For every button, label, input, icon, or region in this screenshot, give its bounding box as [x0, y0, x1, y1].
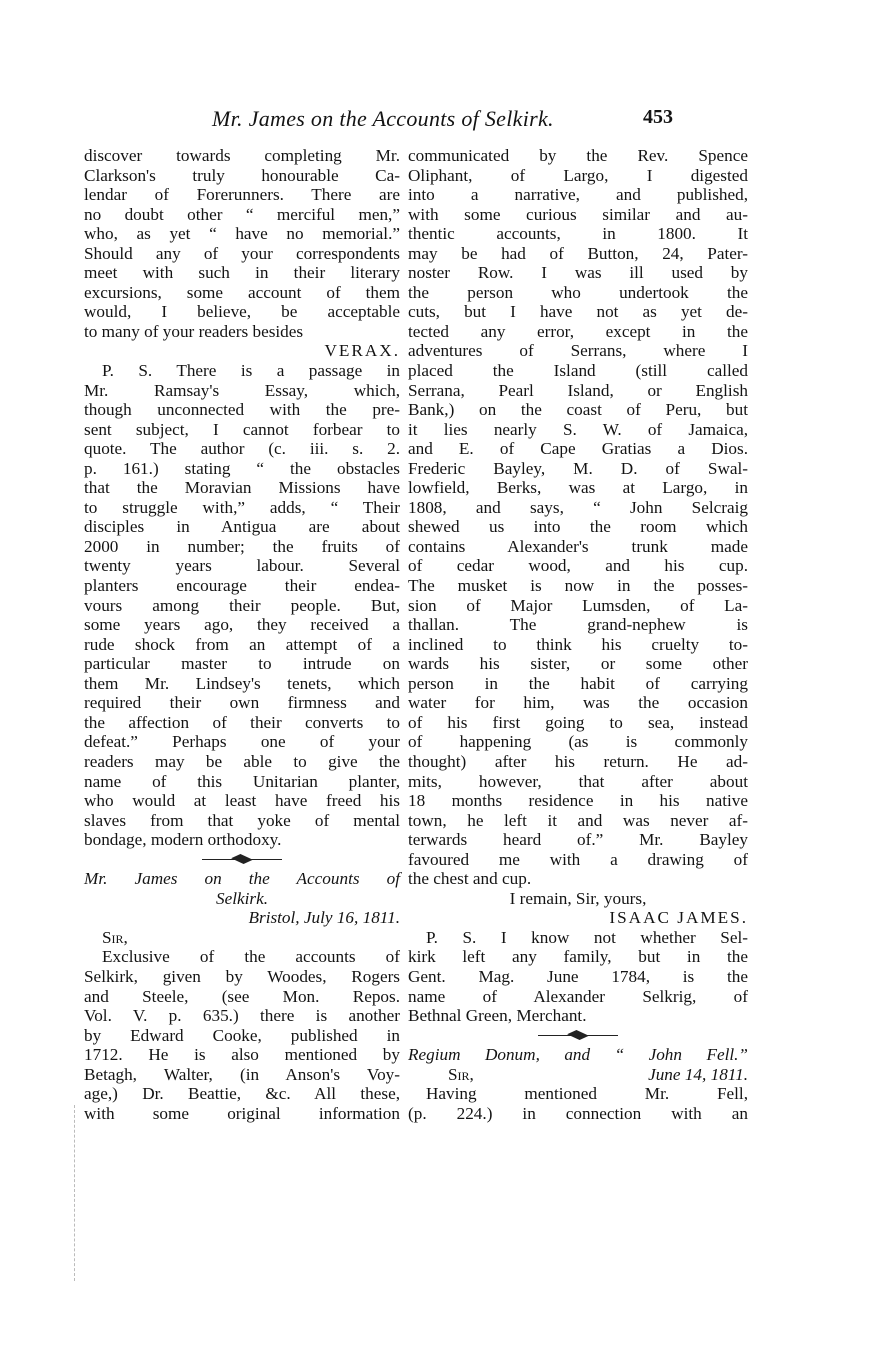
- salutation: Sir,: [102, 927, 128, 947]
- left-column: [84, 146, 400, 1123]
- text-line: The musket is now in the posses-: [408, 576, 748, 596]
- text-line: of happening (as is commonly: [408, 732, 748, 752]
- text-line: town, he left it and was never af-: [408, 810, 748, 830]
- text-line: that the Moravian Missions have: [84, 478, 400, 498]
- dateline: Bristol, July 16, 1811.: [248, 908, 400, 928]
- text-line: by Edward Cooke, published in: [84, 1025, 400, 1045]
- text-line: cuts, but I have not as yet de-: [408, 302, 748, 322]
- text-line: who would at least have freed his: [84, 791, 400, 811]
- text-line: name of Alexander Selkrig, of: [408, 986, 748, 1006]
- text-line: name of this Unitarian planter,: [84, 771, 400, 791]
- text-line: of cedar wood, and his cup.: [408, 556, 748, 576]
- text-line: meet with such in their literary: [84, 263, 400, 283]
- text-line: thentic accounts, in 1800. It: [408, 224, 748, 244]
- text-line: readers may be able to give the: [84, 751, 400, 771]
- text-line: with some original information: [84, 1103, 400, 1123]
- running-header: [200, 106, 780, 136]
- text-line: Oliphant, of Largo, I digested: [408, 165, 748, 185]
- text-line: slaves from that yoke of mental: [84, 810, 400, 830]
- article-heading-cont: Selkirk.: [215, 888, 269, 908]
- text-line: Bank,) on the coast of Peru, but: [408, 400, 748, 420]
- text-line: of his first going to sea, instead: [408, 712, 748, 732]
- text-line: sion of Major Lumsden, of La-: [408, 595, 748, 615]
- page-number: 453: [643, 106, 673, 128]
- text-line: tected any error, except in the: [408, 321, 748, 341]
- text-line: shewed us into the room which: [408, 517, 748, 537]
- text-line: Vol. V. p. 635.) there is another: [84, 1006, 400, 1026]
- signature-verax: VERAX.: [324, 341, 400, 361]
- text-line: Having mentioned Mr. Fell,: [426, 1084, 748, 1104]
- text-line: Should any of your correspondents: [84, 243, 400, 263]
- text-line: mits, however, that after about: [408, 771, 748, 791]
- text-line: some years ago, they received a: [84, 615, 400, 635]
- text-line: thallan. The grand-nephew is: [408, 615, 748, 635]
- closing: I remain, Sir, yours,: [509, 888, 647, 908]
- text-line: Frederic Bayley, M. D. of Swal-: [408, 458, 748, 478]
- next-article-heading: Regium Donum, and “ John Fell.”: [408, 1045, 748, 1065]
- text-line: wards his sister, or some other: [408, 654, 748, 674]
- text-line: planters encourage their endea-: [84, 576, 400, 596]
- text-line: water for him, was the occasion: [408, 693, 748, 713]
- text-line: terwards heard of.” Mr. Bayley: [408, 830, 748, 850]
- text-line: person in the habit of carrying: [408, 673, 748, 693]
- signature-isaac-james: ISAAC JAMES.: [609, 908, 748, 928]
- text-line: Selkirk, given by Woodes, Rogers: [84, 966, 400, 986]
- text-line: twenty years labour. Several: [84, 556, 400, 576]
- text-line: defeat.” Perhaps one of your: [84, 732, 400, 752]
- text-line: lowfield, Berks, was at Largo, in: [408, 478, 748, 498]
- text-line: lendar of Forerunners. There are: [84, 185, 400, 205]
- text-line: Gent. Mag. June 1784, is the: [408, 966, 748, 986]
- text-line: it lies nearly S. W. of Jamaica,: [408, 419, 748, 439]
- text-line: Bethnal Green, Merchant.: [408, 1006, 587, 1026]
- right-column: [408, 146, 748, 1123]
- article-heading: Mr. James on the Accounts of: [84, 869, 400, 889]
- text-line: and Steele, (see Mon. Repos.: [84, 986, 400, 1006]
- text-line: may be had of Button, 24, Pater-: [408, 243, 748, 263]
- text-line: the affection of their converts to: [84, 712, 400, 732]
- text-line: though unconnected with the pre-: [84, 400, 400, 420]
- section-divider: [84, 850, 400, 870]
- text-line: sent subject, I cannot forbear to: [84, 419, 400, 439]
- text-line: quote. The author (c. iii. s. 2.: [84, 439, 400, 459]
- section-divider: [408, 1026, 748, 1046]
- text-line: Mr. Ramsay's Essay, which,: [84, 380, 400, 400]
- text-line: Exclusive of the accounts of: [102, 947, 400, 967]
- text-line: the chest and cup.: [408, 869, 532, 889]
- running-title: Mr. James on the Accounts of Selkirk.: [212, 106, 554, 131]
- text-line: and E. of Cape Gratias a Dios.: [408, 439, 748, 459]
- text-line: placed the Island (still called: [408, 361, 748, 381]
- text-line: favoured me with a drawing of: [408, 849, 748, 869]
- text-line: thought) after his return. He ad-: [408, 751, 748, 771]
- text-line: discover towards completing Mr.: [84, 146, 400, 165]
- text-line: P. S. There is a passage in: [102, 361, 400, 381]
- text-line: communicated by the Rev. Spence: [408, 146, 748, 165]
- text-line: bondage, modern orthodoxy.: [84, 830, 282, 850]
- text-line: vours among their people. But,: [84, 595, 400, 615]
- text-line: age,) Dr. Beattie, &c. All these,: [84, 1084, 400, 1104]
- text-line: into a narrative, and published,: [408, 185, 748, 205]
- text-line: the person who undertook the: [408, 282, 748, 302]
- text-line: Clarkson's truly honourable Ca-: [84, 165, 400, 185]
- text-line: adventures of Serrans, where I: [408, 341, 748, 361]
- text-line: to many of your readers besides: [84, 321, 304, 341]
- text-line: particular master to intrude on: [84, 654, 400, 674]
- text-line: (p. 224.) in connection with an: [408, 1103, 748, 1123]
- text-line: excursions, some account of them: [84, 282, 400, 302]
- text-line: inclined to think his cruelty to-: [408, 634, 748, 654]
- text-line: noster Row. I was ill used by: [408, 263, 748, 283]
- text-line: p. 161.) stating “ the obstacles: [84, 458, 400, 478]
- salutation-dateline-row: [408, 1065, 748, 1085]
- scan-margin-mark: [74, 1105, 75, 1281]
- text-line: required their own firmness and: [84, 693, 400, 713]
- text-line: contains Alexander's trunk made: [408, 536, 748, 556]
- text-line: 1712. He is also mentioned by: [84, 1045, 400, 1065]
- text-line: to struggle with,” adds, “ Their: [84, 497, 400, 517]
- text-line: rude shock from an attempt of a: [84, 634, 400, 654]
- text-line: disciples in Antigua are about: [84, 517, 400, 537]
- text-line: would, I believe, be acceptable: [84, 302, 400, 322]
- text-line: kirk left any family, but in the: [408, 947, 748, 967]
- text-line: no doubt other “ merciful men,”: [84, 204, 400, 224]
- text-line: 18 months residence in his native: [408, 791, 748, 811]
- dateline: June 14, 1811.: [648, 1064, 748, 1084]
- text-line: with some curious similar and au-: [408, 204, 748, 224]
- text-line: 1808, and says, “ John Selcraig: [408, 497, 748, 517]
- salutation: Sir,: [448, 1064, 474, 1084]
- text-line: them Mr. Lindsey's tenets, which: [84, 673, 400, 693]
- text-line: Betagh, Walter, (in Anson's Voy-: [84, 1064, 400, 1084]
- text-line: Serrana, Pearl Island, or English: [408, 380, 748, 400]
- text-line: who, as yet “ have no memorial.”: [84, 224, 400, 244]
- text-line: P. S. I know not whether Sel-: [426, 927, 748, 947]
- text-line: 2000 in number; the fruits of: [84, 536, 400, 556]
